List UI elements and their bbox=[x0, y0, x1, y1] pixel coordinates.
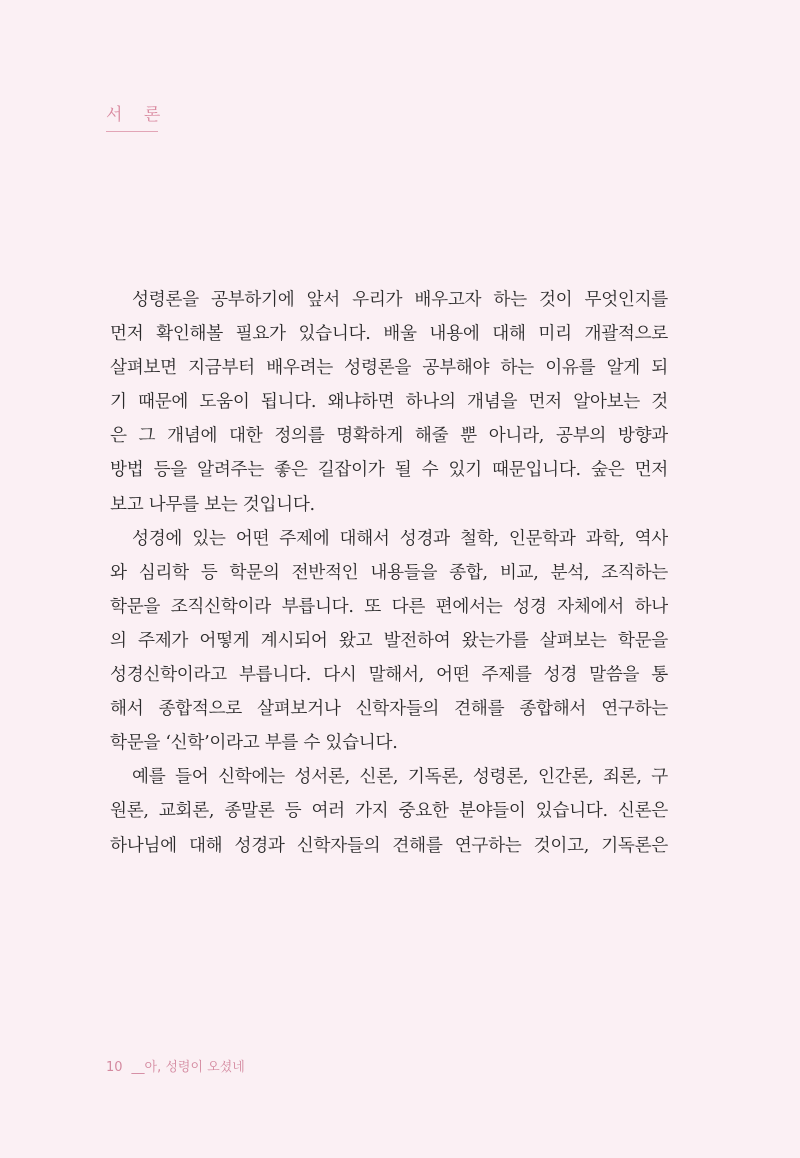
paragraph-line: 와 심리학 등 학문의 전반적인 내용들을 종합, 비교, 분석, 조직하는 bbox=[110, 562, 668, 583]
paragraph-line: 성경신학이라고 부릅니다. 다시 말해서, 어떤 주제를 성경 말씀을 통 bbox=[110, 665, 668, 686]
body-text bbox=[110, 283, 668, 863]
paragraph-line: 기 때문에 도움이 됩니다. 왜냐하면 하나의 개념을 먼저 알아보는 것 bbox=[110, 392, 668, 413]
paragraph-line: 성경에 있는 어떤 주제에 대해서 성경과 철학, 인문학과 과학, 역사 bbox=[132, 528, 668, 549]
section-rule bbox=[106, 131, 158, 132]
paragraph-line: 학문을 조직신학이라 부릅니다. 또 다른 편에서는 성경 자체에서 하나 bbox=[110, 596, 668, 617]
paragraph-line: 살펴보면 지금부터 배우려는 성령론을 공부해야 하는 이유를 알게 되 bbox=[110, 358, 668, 379]
section-title: 서 론 bbox=[106, 105, 169, 125]
paragraph-line: 방법 등을 알려주는 좋은 길잡이가 될 수 있기 때문입니다. 숲은 먼저 bbox=[110, 460, 668, 481]
paragraph-line: 예를 들어 신학에는 성서론, 신론, 기독론, 성령론, 인간론, 죄론, 구 bbox=[132, 767, 668, 788]
page-footer bbox=[106, 1056, 245, 1075]
paragraph-line: 원론, 교회론, 종말론 등 여러 가지 중요한 분야들이 있습니다. 신론은 bbox=[110, 801, 668, 822]
running-title: __아, 성령이 오셨네 bbox=[131, 1060, 245, 1075]
paragraph-line: 성령론을 공부하기에 앞서 우리가 배우고자 하는 것이 무엇인지를 bbox=[132, 290, 668, 310]
paragraph-line: 학문을 ‘신학’이라고 부를 수 있습니다. bbox=[110, 733, 398, 754]
paragraph-line: 보고 나무를 보는 것입니다. bbox=[110, 494, 315, 515]
paragraph-line: 하나님에 대해 성경과 신학자들의 견해를 연구하는 것이고, 기독론은 bbox=[110, 835, 668, 856]
paragraph-line: 먼저 확인해볼 필요가 있습니다. 배울 내용에 대해 미리 개괄적으로 bbox=[110, 324, 668, 345]
paragraph-line: 해서 종합적으로 살펴보거나 신학자들의 견해를 종합해서 연구하는 bbox=[110, 699, 668, 720]
page-number: 10 bbox=[106, 1060, 123, 1075]
paragraph-line: 의 주제가 어떻게 계시되어 왔고 발전하여 왔는가를 살펴보는 학문을 bbox=[110, 630, 668, 651]
paragraph-line: 은 그 개념에 대한 정의를 명확하게 해줄 뿐 아니라, 공부의 방향과 bbox=[110, 426, 668, 447]
section-header bbox=[106, 104, 169, 132]
